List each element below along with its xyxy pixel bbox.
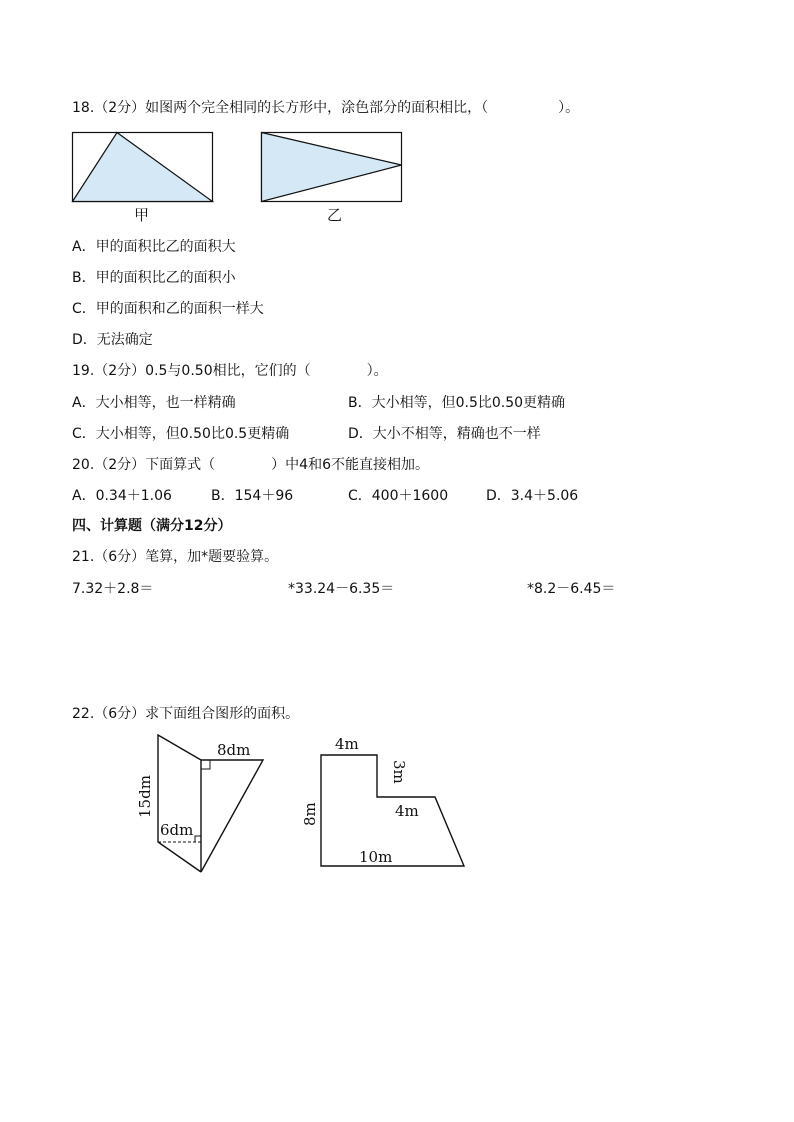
q19-option-b: B．大小相等，但0.5比0.50更精确 <box>348 395 566 411</box>
q18-option-a: A．甲的面积比乙的面积大 <box>72 239 236 255</box>
q22-figure-1 <box>130 730 270 875</box>
label-15dm: 15dm <box>136 775 154 818</box>
q18-stem: 18.（2分）如图两个完全相同的长方形中，涂色部分的面积相比，（ ）。 <box>72 100 580 116</box>
q21-stem: 21.（6分）笔算，加*题要验算。 <box>72 549 279 565</box>
label-3m: 3m <box>390 760 408 784</box>
trapezoid-outline <box>158 735 201 872</box>
q18-option-b: B．甲的面积比乙的面积小 <box>72 270 236 286</box>
label-4m-top: 4m <box>335 735 359 753</box>
q22-stem: 22.（6分）求下面组合图形的面积。 <box>72 706 300 722</box>
q21-item-3: *8.2－6.45＝ <box>527 581 616 597</box>
label-10m: 10m <box>359 848 393 866</box>
label-6dm: 6dm <box>160 821 194 839</box>
label-yi: 乙 <box>327 206 343 224</box>
label-8dm: 8dm <box>217 741 251 759</box>
label-jia: 甲 <box>134 206 150 224</box>
q20-option-a: A．0.34＋1.06 <box>72 488 172 504</box>
triangle-outline <box>201 760 263 872</box>
right-angle-mark-bottom <box>195 836 201 842</box>
q20-stem: 20.（2分）下面算式（ ）中4和6不能直接相加。 <box>72 457 429 473</box>
label-4m-step: 4m <box>395 802 419 820</box>
q21-item-2: *33.24－6.35＝ <box>288 581 395 597</box>
q18-figure-yi <box>261 132 403 204</box>
q20-option-d: D．3.4＋5.06 <box>486 488 579 504</box>
shaded-triangle-yi <box>262 133 402 202</box>
q18-option-d: D．无法确定 <box>72 332 153 348</box>
q19-stem: 19.（2分）0.5与0.50相比，它们的（ ）。 <box>72 363 388 379</box>
section-title: 四、计算题（满分12分） <box>72 518 232 534</box>
q19-option-c: C．大小相等，但0.50比0.5更精确 <box>72 426 290 442</box>
right-angle-mark-top <box>201 760 210 769</box>
q19-option-a: A．大小相等，也一样精确 <box>72 395 236 411</box>
q20-option-c: C．400＋1600 <box>348 488 449 504</box>
q20-option-b: B．154＋96 <box>211 488 294 504</box>
shaded-triangle-jia <box>73 133 213 202</box>
q18-figure-jia <box>72 132 214 204</box>
q19-option-d: D．大小不相等，精确也不一样 <box>348 426 541 442</box>
q18-option-c: C．甲的面积和乙的面积一样大 <box>72 301 264 317</box>
label-8m: 8m <box>301 802 319 826</box>
q22-figure-2 <box>295 730 470 870</box>
q21-item-1: 7.32＋2.8＝ <box>72 581 154 597</box>
